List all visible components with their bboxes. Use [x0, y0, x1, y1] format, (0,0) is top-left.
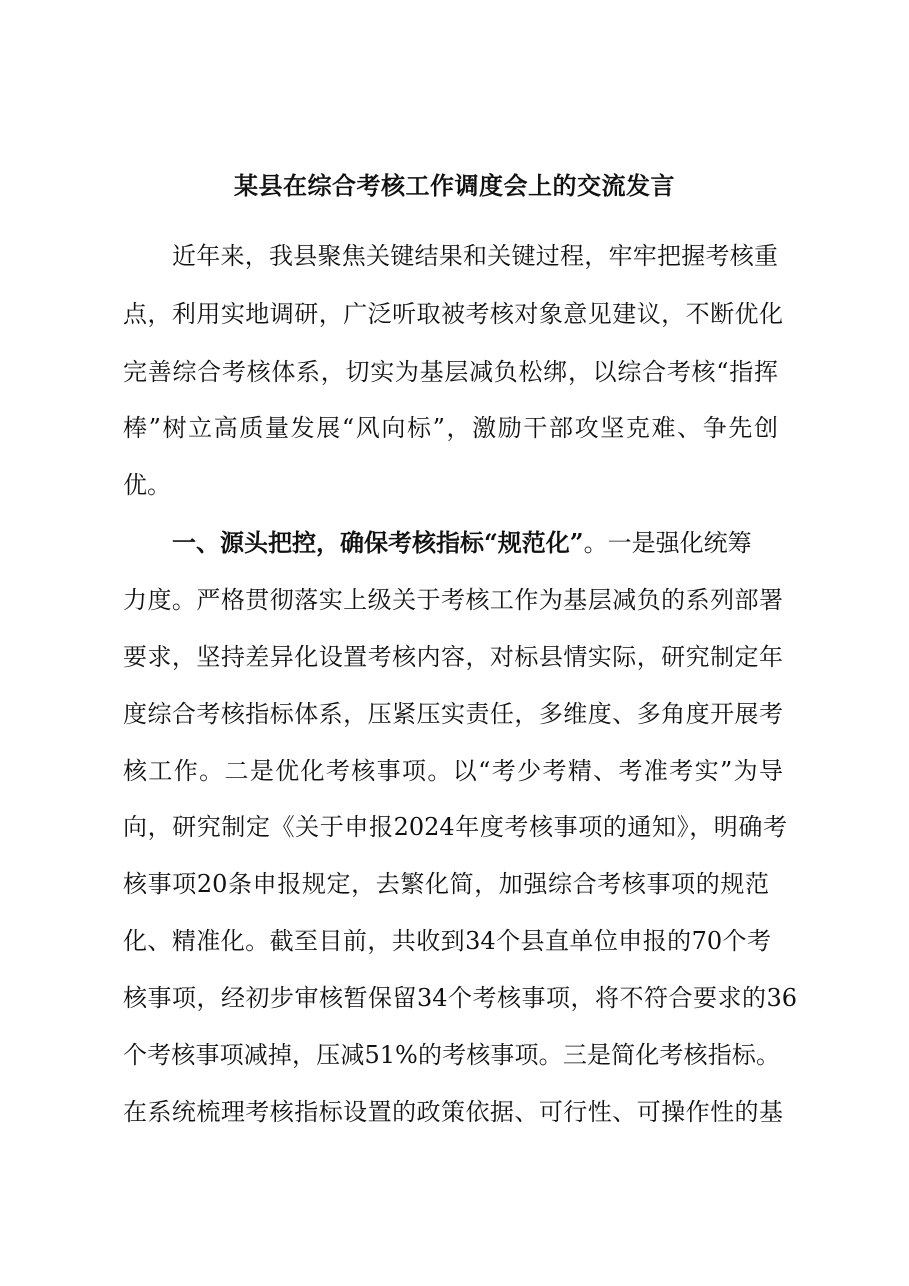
document-title: 某县在综合考核工作调度会上的交流发言: [234, 171, 675, 200]
paragraph-2-line-5: 核工作。二是优化考核事项。以“考少考精、考准考实”为导: [123, 757, 783, 785]
paragraph-2-line-9: 核事项，经初步审核暂保留34个考核事项，将不符合要求的36: [123, 984, 797, 1012]
paragraph-2-line-6: 向，研究制定《关于申报2024年度考核事项的通知》，明确考: [123, 813, 787, 841]
paragraph-1-line-4: 棒”树立高质量发展“风向标”，激励干部攻坚克难、争先创: [123, 414, 778, 442]
paragraph-2-line-1-rest: 。一是强化统筹: [583, 529, 752, 557]
paragraph-2-line-10: 个考核事项减掉，压减51%的考核事项。三是简化考核指标。: [123, 1041, 780, 1069]
paragraph-1-line-3: 完善综合考核体系，切实为基层减负松绑，以综合考核“指挥: [123, 358, 778, 386]
paragraph-2-line-3: 要求，坚持差异化设置考核内容，对标县情实际，研究制定年: [123, 643, 783, 671]
paragraph-2-line-11: 在系统梳理考核指标设置的政策依据、可行性、可操作性的基: [123, 1098, 783, 1126]
paragraph-2-line-7: 核事项20条申报规定，去繁化简，加强综合考核事项的规范: [123, 870, 769, 898]
paragraph-2-line-2: 力度。严格贯彻落实上级关于考核工作为基层减负的系列部署: [123, 586, 783, 614]
paragraph-2-line-4: 度综合考核指标体系，压紧压实责任，多维度、多角度开展考: [123, 700, 783, 728]
paragraph-1-line-2: 点，利用实地调研，广泛听取被考核对象意见建议，不断优化: [123, 300, 783, 328]
paragraph-1-line-1: 近年来，我县聚焦关键结果和关键过程，牢牢把握考核重: [172, 242, 778, 270]
section-heading: 一、源头把控，确保考核指标“规范化”: [172, 528, 584, 557]
paragraph-1-line-5: 优。: [123, 471, 171, 499]
paragraph-2-line-8: 化、精准化。截至目前，共收到34个县直单位申报的70个考: [123, 927, 771, 955]
paragraph-2-line-1: [172, 523, 782, 563]
